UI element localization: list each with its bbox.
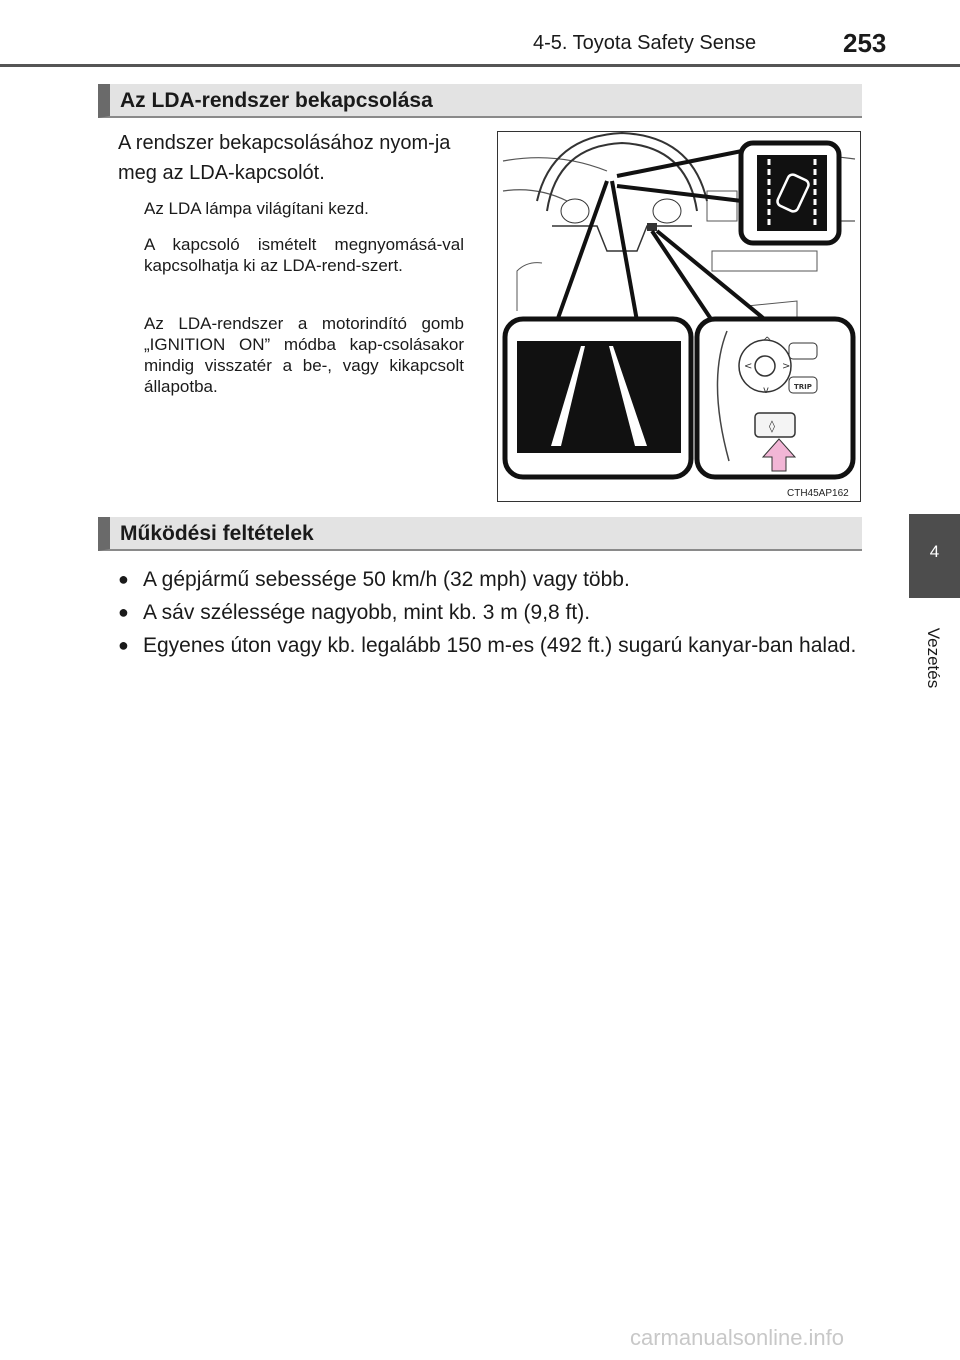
svg-text:^: ^ <box>763 336 772 347</box>
note-ignition: Az LDA-rendszer a motorindító gomb „IGNITION ON” módba kap-csolásakor mindig visszatér a be-, vagy kikapcsolt állapotba. <box>144 314 464 396</box>
chapter-number: 4 <box>929 542 940 561</box>
chapter-tab <box>909 514 960 598</box>
list-item: ● A gépjármű sebessége 50 km/h (32 mph) vagy több. <box>118 563 863 596</box>
bullet-icon: ● <box>118 602 129 622</box>
list-item: ● A sáv szélessége nagyobb, mint kb. 3 m (9,8 ft). <box>118 596 863 629</box>
lda-button <box>755 413 795 437</box>
chapter-label: Vezetés <box>924 627 943 689</box>
section-heading-conditions <box>98 517 862 551</box>
svg-text:v: v <box>763 385 769 396</box>
list-item: ● Egyenes úton vagy kb. legalább 150 m-es (492 ft.) sugarú kanyar-ban halad. <box>118 629 863 662</box>
section-heading-lda-activation <box>98 84 862 118</box>
figure-code: CTH45AP162 <box>787 488 849 499</box>
lda-switch-highlight <box>647 223 657 231</box>
svg-text:>: > <box>782 361 791 372</box>
svg-text:◊: ◊ <box>769 419 775 433</box>
watermark: carmanualsonline.info <box>630 1325 845 1350</box>
note-switch-off: A kapcsoló ismételt megnyomásá-val kapcsolhatja ki az LDA-rend-szert. <box>144 235 464 275</box>
bullet-icon: ● <box>118 569 129 589</box>
section-heading-text: Működési feltételek <box>120 522 314 545</box>
header-divider <box>0 64 960 67</box>
conditions-list <box>118 563 863 662</box>
svg-text:<: < <box>744 361 753 372</box>
trip-button-label: TRIP <box>794 383 812 391</box>
intro-paragraph: A rendszer bekapcsolásához nyom-ja meg az LDA-kapcsolót. <box>118 132 451 184</box>
lda-switch-illustration <box>497 131 861 502</box>
page-number: 253 <box>843 28 887 58</box>
dashboard-drawing <box>497 131 861 502</box>
note-lamp: Az LDA lámpa világítani kezd. <box>144 199 369 218</box>
section-heading-text: Az LDA-rendszer bekapcsolása <box>120 89 433 112</box>
section-header: 4-5. Toyota Safety Sense <box>533 32 757 54</box>
bullet-icon: ● <box>118 635 129 655</box>
